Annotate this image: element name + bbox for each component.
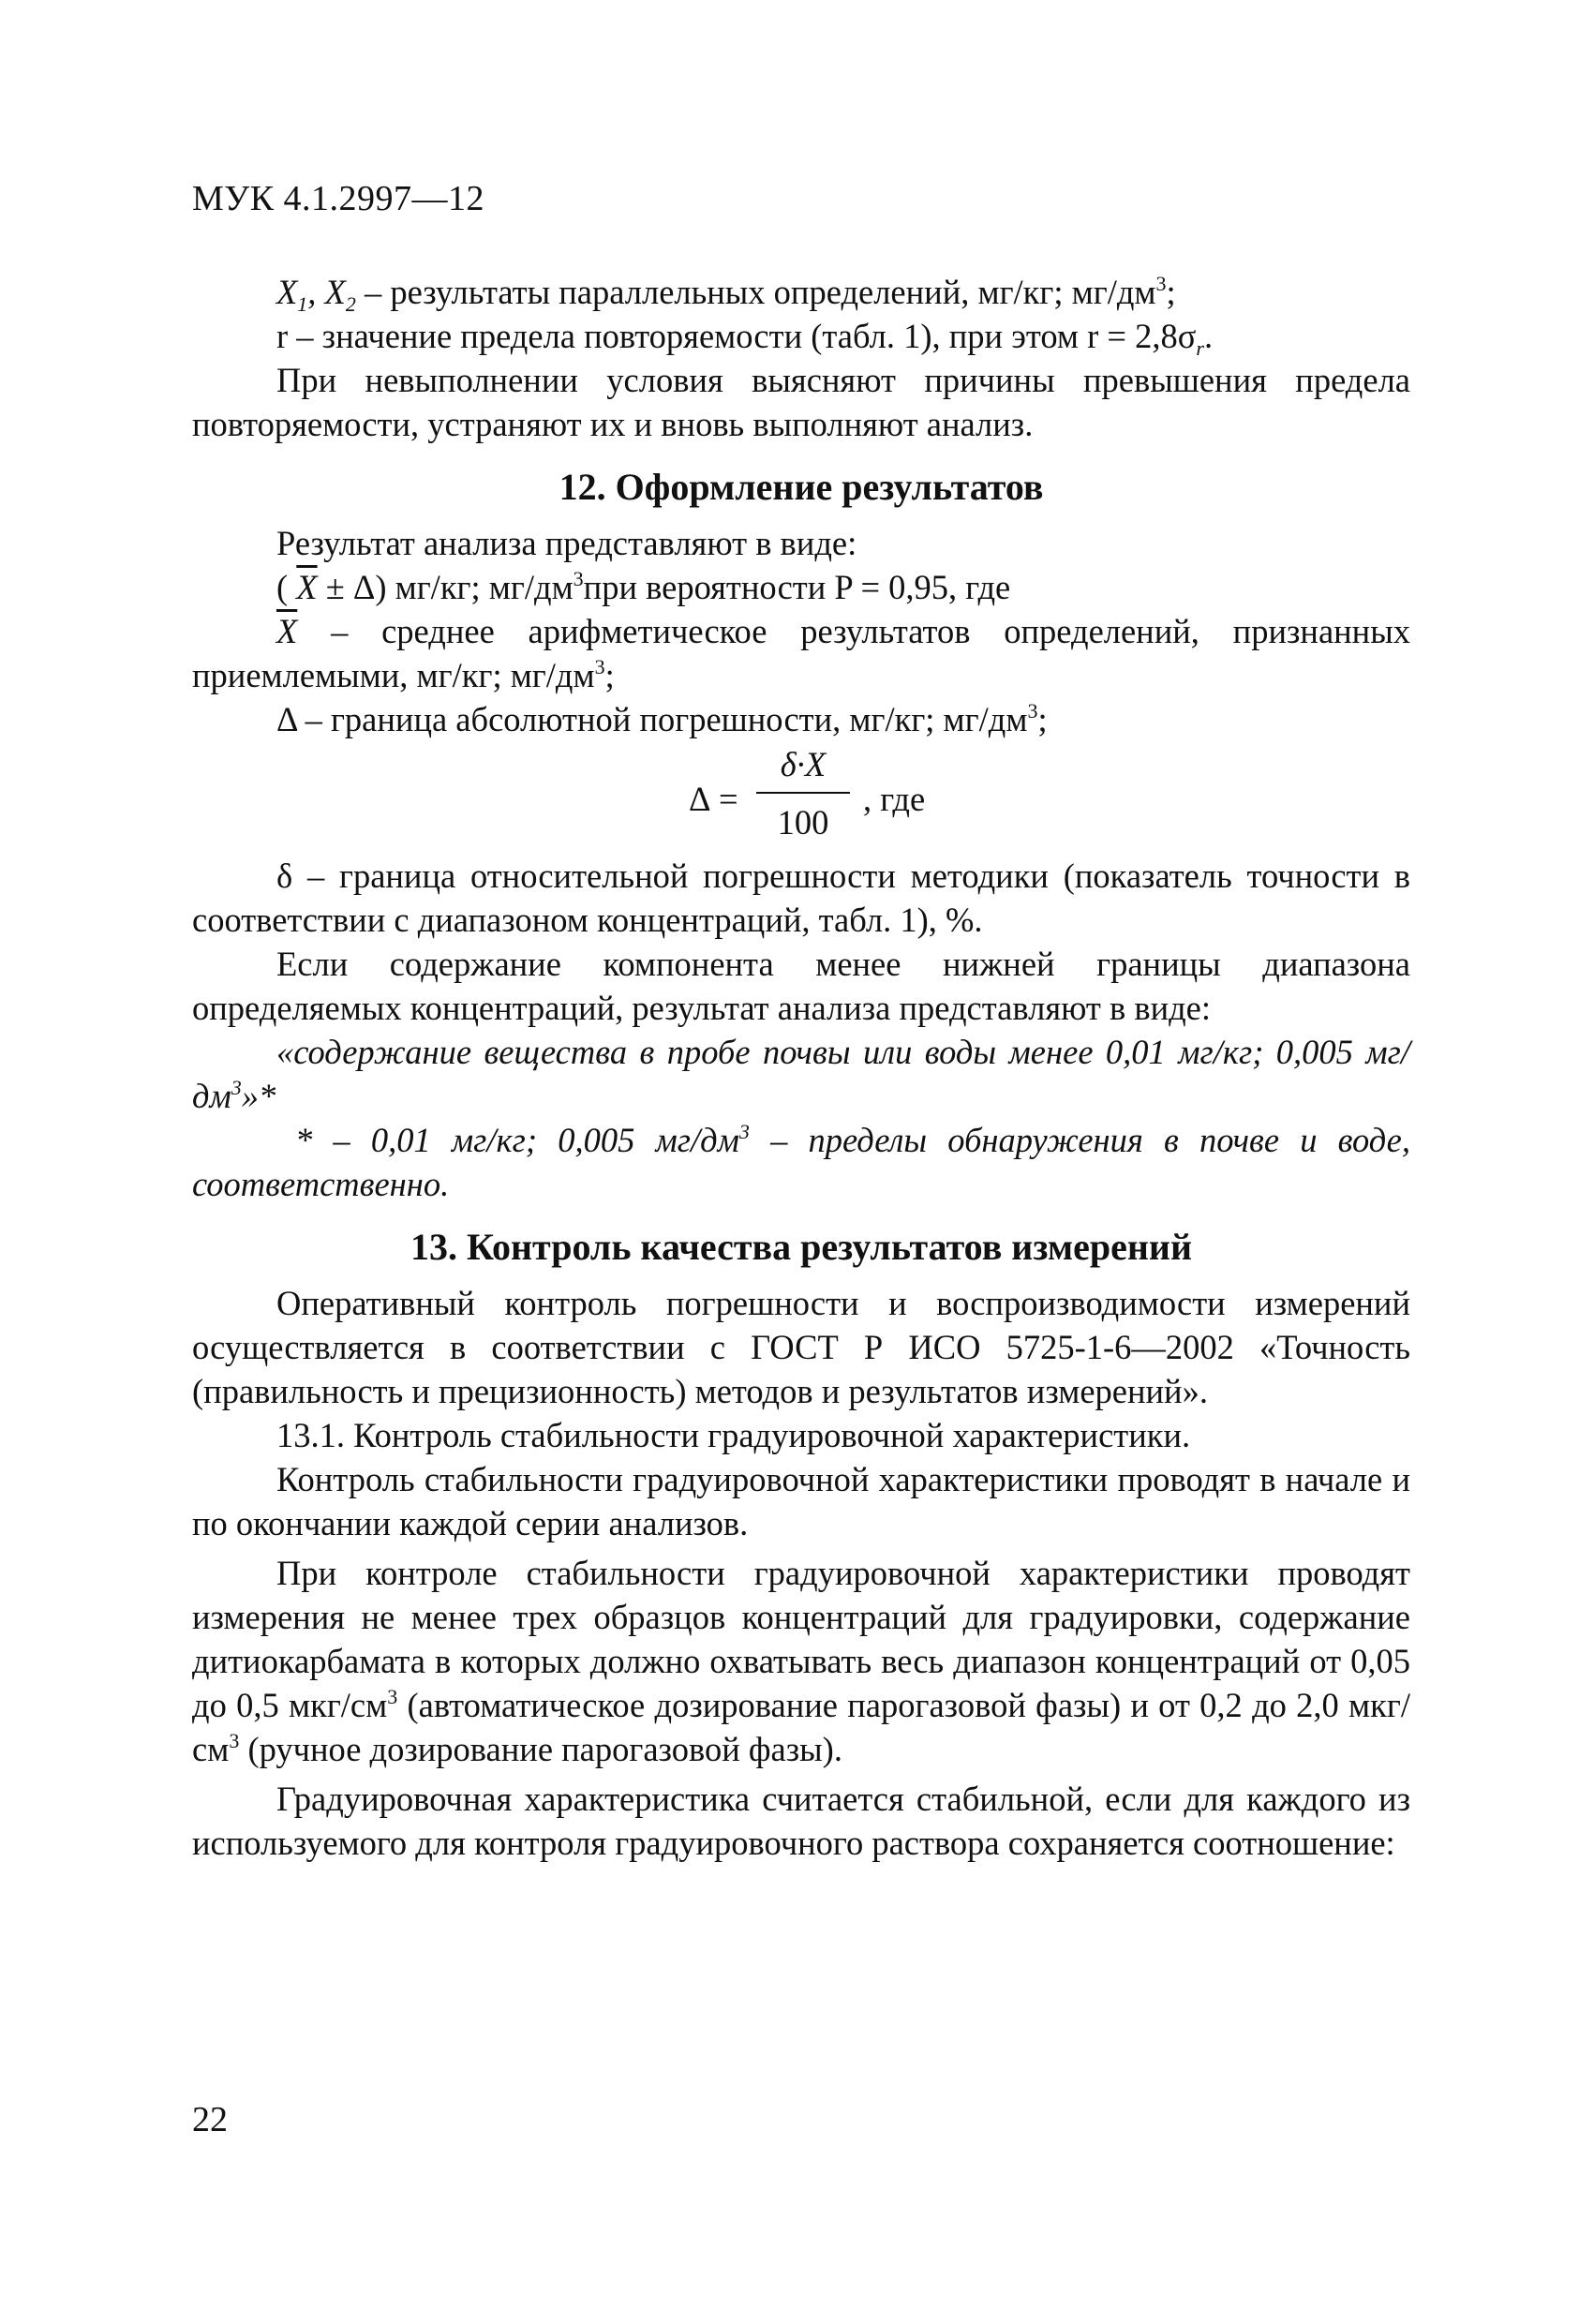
s13-paragraph-1: Оперативный контроль погрешности и воспроизводимости измерений осуществляется в соответствии с ГОСТ Р ИСО 5725-1-6—2002 «Точность (правильность и прецизионность) методов и результатов измерений». <box>192 1284 1410 1410</box>
superscript: 3 <box>594 655 605 678</box>
s12-paragraph-1: Результат анализа представляют в виде: <box>276 524 857 562</box>
line-end: ; <box>1166 273 1176 311</box>
intro-paragraph: При невыполнении условия выясняют причины превышения предела повторяемости, устраняют их и вновь выполняют анализ. <box>192 361 1410 443</box>
result-format-rest: при вероятности P = 0,95, где <box>583 568 1011 606</box>
s12-result-statement <box>192 1030 1410 1118</box>
formula-tail: , где <box>863 780 926 818</box>
s12-delta-definition <box>192 697 1410 741</box>
formula-denominator: 100 <box>777 803 829 842</box>
x-bar: $\overline{X}$ <box>276 612 298 650</box>
s13-subsection-heading: 13.1. Контроль стабильности градуировочной характеристики. <box>276 1416 1191 1454</box>
line-end: ; <box>1037 700 1048 738</box>
x-bar: $\overline{X}$ <box>296 568 318 606</box>
s12-result-format <box>192 565 1410 609</box>
delta-definition-text: Δ – граница абсолютной погрешности, мг/кг; мг/дм <box>276 700 1028 738</box>
superscript: 3 <box>738 1120 750 1143</box>
intro-line-text: – результаты параллельных определений, мг/кг; мг/дм <box>355 273 1156 311</box>
superscript: 3 <box>1027 699 1038 723</box>
footnote-text: * – 0,01 мг/кг; 0,005 мг/дм <box>295 1121 739 1159</box>
footnote-end: – пределы обнаружения в почве и воде, соответственно. <box>192 1121 1410 1203</box>
formula-numerator: δ·X <box>780 745 827 783</box>
superscript: 3 <box>1155 272 1167 295</box>
section-heading-13: 13. Контроль качества результатов измерений <box>410 1226 1192 1268</box>
formula-equals: = <box>719 780 738 818</box>
superscript: 3 <box>231 1076 242 1099</box>
superscript: 3 <box>573 567 584 590</box>
s12-delta-relative: δ – граница относительной погрешности методики (показатель точности в соответствии с диапазоном концентраций, табл. 1), %. <box>192 857 1410 939</box>
s13-paragraph-3: Контроль стабильности градуировочной характеристики проводят в начале и по окончании каждой серии анализов. <box>192 1460 1410 1542</box>
page-number: 22 <box>192 2100 228 2139</box>
s12-footnote <box>192 1118 1410 1206</box>
superscript: 3 <box>229 1729 240 1752</box>
delta-formula <box>192 741 1410 854</box>
s13-paragraph-5: Градуировочная характеристика считается стабильной, если для каждого из используемого для контроля градуировочного раствора сохраняется соотношение: <box>192 1780 1410 1862</box>
paragraph-text: (ручное дозирование парогазовой фазы). <box>239 1730 842 1768</box>
intro-line-parallel-results <box>192 270 1410 314</box>
result-statement-text: «содержание вещества в пробе почвы или воды менее 0,01 мг/кг; 0,005 мг/дм <box>192 1033 1410 1115</box>
line-end: »* <box>241 1077 276 1115</box>
s12-mean-definition <box>192 609 1410 697</box>
formula-fraction <box>756 741 850 846</box>
paragraph-text: (автоматическое дозирование парогазовой фазы) и от 0,2 до 2,0 мкг/см <box>192 1686 1410 1768</box>
sub-1: 1 <box>297 292 308 316</box>
mean-definition-text: – среднее арифметическое результатов определений, признанных приемлемыми, мг/кг; мг/дм <box>192 612 1410 694</box>
fraction-bar <box>756 792 850 794</box>
paren-open: ( <box>276 568 289 606</box>
sub-2: 2 <box>345 292 356 316</box>
paragraph-text: При контроле стабильности градуировочной характеристики проводят измерения не менее трех образцов концентраций для градуировки, содержание дитиокарбамата в которых должно охватывать весь диапазон концентраций от 0,05 до 0,5 мкг/см <box>192 1554 1410 1724</box>
subscript: r <box>1196 336 1204 360</box>
var-x2: , X <box>307 273 346 311</box>
line-end: ; <box>604 656 615 694</box>
s12-lower-limit: Если содержание компонента менее нижней границы диапазона определяемых концентраций, результат анализа представляют в виде: <box>192 945 1410 1027</box>
superscript: 3 <box>387 1685 398 1708</box>
result-format-text: ± Δ) мг/кг; мг/дм <box>317 568 574 606</box>
document-code: МУК 4.1.2997—12 <box>192 179 485 218</box>
intro-line-repeatability <box>192 314 1410 358</box>
s13-paragraph-4 <box>192 1551 1410 1771</box>
var-x: X <box>276 273 298 311</box>
line-end: . <box>1203 317 1214 355</box>
section-heading-12: 12. Оформление результатов <box>559 466 1044 508</box>
page-content <box>192 270 1410 1865</box>
formula-lhs: Δ <box>689 780 711 818</box>
intro-line-text: r – значение предела повторяемости (табл. 1), при этом r = 2,8σ <box>276 317 1197 355</box>
